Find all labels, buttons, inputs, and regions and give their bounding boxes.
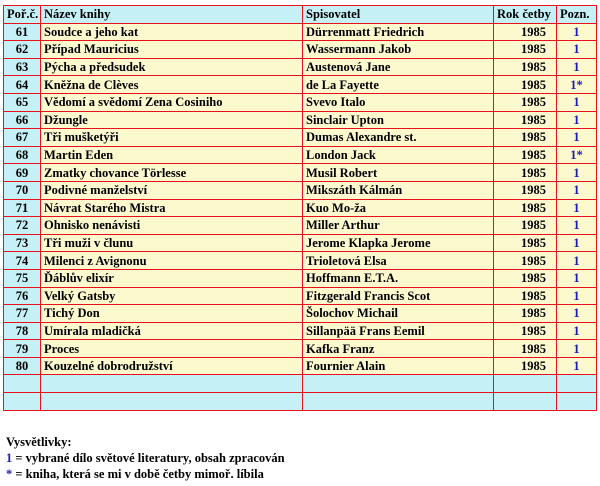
cell-author: Sinclair Upton [303,111,494,129]
cell-note: 1 [557,269,597,287]
cell-num: 78 [4,322,41,340]
cell-note: 1 [557,340,597,358]
cell-year: 1985 [494,252,557,270]
cell-num: 61 [4,23,41,41]
cell-num [4,393,41,411]
cell-num: 62 [4,41,41,59]
table-row [4,357,597,375]
cell-year: 1985 [494,146,557,164]
cell-num: 79 [4,340,41,358]
cell-author: Šolochov Michail [303,305,494,323]
cell-note: 1* [557,76,597,94]
table-row [4,393,597,411]
header-note: Pozn. [557,6,597,24]
cell-year: 1985 [494,217,557,235]
cell-note [557,393,597,411]
table-row [4,58,597,76]
legend-line-2 [6,466,285,482]
cell-note: 1 [557,305,597,323]
header-row [4,6,597,24]
legend-mark-2: * [6,467,13,481]
cell-year: 1985 [494,76,557,94]
table-row [4,287,597,305]
cell-num: 71 [4,199,41,217]
cell-note: 1 [557,252,597,270]
cell-title: Martin Eden [41,146,303,164]
table-row [4,217,597,235]
cell-note: 1* [557,146,597,164]
cell-author: Kafka Franz [303,340,494,358]
legend-text-2: = kniha, která se mi v době četby mimoř. líbila [12,467,264,481]
cell-num: 64 [4,76,41,94]
cell-author: Fournier Alain [303,357,494,375]
cell-num: 66 [4,111,41,129]
cell-year: 1985 [494,199,557,217]
cell-year: 1985 [494,41,557,59]
legend-line-1 [6,450,285,466]
cell-author: Svevo Italo [303,93,494,111]
cell-year: 1985 [494,93,557,111]
cell-year: 1985 [494,287,557,305]
header-num: Poř.č. [4,6,41,24]
legend-text-1: = vybrané dílo světové literatury, obsah zpracován [12,451,285,465]
cell-author: Miller Arthur [303,217,494,235]
cell-note: 1 [557,199,597,217]
cell-title: Případ Mauricius [41,41,303,59]
cell-title: Kouzelné dobrodružství [41,357,303,375]
table-row [4,322,597,340]
cell-note: 1 [557,41,597,59]
cell-title: Milenci z Avignonu [41,252,303,270]
cell-year: 1985 [494,181,557,199]
table-row [4,199,597,217]
table-row [4,305,597,323]
legend-heading: Vysvětlivky: [6,435,72,449]
legend-mark-1: 1 [6,451,13,465]
cell-num: 75 [4,269,41,287]
cell-author [303,375,494,393]
cell-title: Ohnisko nenávisti [41,217,303,235]
cell-title: Džungle [41,111,303,129]
cell-author: Hoffmann E.T.A. [303,269,494,287]
cell-note [557,375,597,393]
cell-num: 65 [4,93,41,111]
cell-author: Kuo Mo-ža [303,199,494,217]
cell-num: 73 [4,234,41,252]
cell-note: 1 [557,111,597,129]
cell-author [303,393,494,411]
cell-title: Tři mušketýři [41,129,303,147]
books-table [3,5,597,411]
cell-num: 77 [4,305,41,323]
cell-year: 1985 [494,234,557,252]
cell-title: Soudce a jeho kat [41,23,303,41]
table-row [4,93,597,111]
cell-num: 69 [4,164,41,182]
cell-author: Austenová Jane [303,58,494,76]
legend [6,434,285,482]
table-row [4,129,597,147]
table-row [4,269,597,287]
table-row [4,146,597,164]
cell-note: 1 [557,93,597,111]
table-row [4,76,597,94]
cell-num: 80 [4,357,41,375]
cell-author: Musil Robert [303,164,494,182]
cell-title: Návrat Starého Mistra [41,199,303,217]
cell-year: 1985 [494,58,557,76]
cell-title [41,375,303,393]
cell-title: Tři muži v člunu [41,234,303,252]
cell-num: 76 [4,287,41,305]
cell-year: 1985 [494,111,557,129]
cell-note: 1 [557,234,597,252]
header-author: Spisovatel [303,6,494,24]
cell-note: 1 [557,164,597,182]
cell-note: 1 [557,287,597,305]
header-year: Rok četby [494,6,557,24]
cell-title: Ďáblův elixír [41,269,303,287]
cell-author: Jerome Klapka Jerome [303,234,494,252]
cell-year: 1985 [494,305,557,323]
table-row [4,181,597,199]
cell-year: 1985 [494,322,557,340]
table-row [4,375,597,393]
cell-title: Vědomí a svědomí Zena Cosiniho [41,93,303,111]
cell-num: 67 [4,129,41,147]
cell-note: 1 [557,58,597,76]
cell-note: 1 [557,181,597,199]
cell-title: Zmatky chovance Törlesse [41,164,303,182]
cell-year: 1985 [494,340,557,358]
table-row [4,41,597,59]
cell-year: 1985 [494,164,557,182]
cell-author: de La Fayette [303,76,494,94]
cell-author: Dumas Alexandre st. [303,129,494,147]
cell-title: Umírala mladičká [41,322,303,340]
cell-note: 1 [557,129,597,147]
cell-author: Dürrenmatt Friedrich [303,23,494,41]
cell-note: 1 [557,357,597,375]
header-title: Název knihy [41,6,303,24]
cell-title: Podivné manželství [41,181,303,199]
cell-title: Pýcha a předsudek [41,58,303,76]
cell-title [41,393,303,411]
cell-year: 1985 [494,129,557,147]
cell-num: 72 [4,217,41,235]
cell-author: Mikszáth Kálmán [303,181,494,199]
table-row [4,340,597,358]
cell-year: 1985 [494,269,557,287]
cell-title: Proces [41,340,303,358]
cell-note: 1 [557,217,597,235]
cell-author: London Jack [303,146,494,164]
cell-num: 63 [4,58,41,76]
cell-title: Velký Gatsby [41,287,303,305]
cell-author: Wassermann Jakob [303,41,494,59]
cell-year [494,393,557,411]
table-row [4,164,597,182]
cell-author: Sillanpää Frans Eemil [303,322,494,340]
cell-num: 68 [4,146,41,164]
cell-num: 70 [4,181,41,199]
cell-author: Fitzgerald Francis Scot [303,287,494,305]
cell-year: 1985 [494,23,557,41]
table-row [4,234,597,252]
cell-title: Kněžna de Clèves [41,76,303,94]
cell-num: 74 [4,252,41,270]
cell-note: 1 [557,322,597,340]
cell-year: 1985 [494,357,557,375]
table-row [4,252,597,270]
cell-title: Tichý Don [41,305,303,323]
cell-year [494,375,557,393]
table-row [4,23,597,41]
cell-num [4,375,41,393]
table-row [4,111,597,129]
cell-note: 1 [557,23,597,41]
cell-author: Trioletová Elsa [303,252,494,270]
